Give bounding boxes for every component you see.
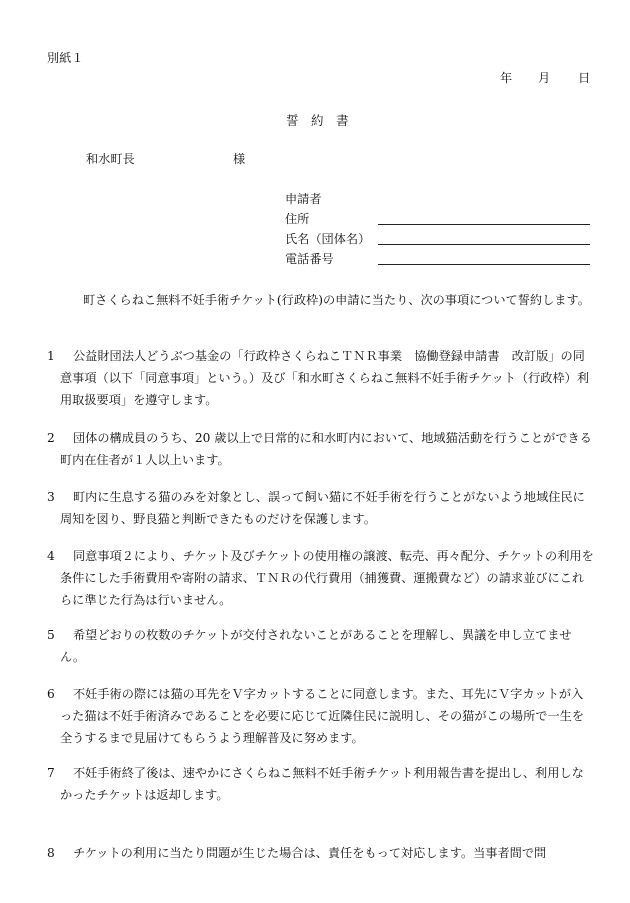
pledge-text: 希望どおりの枚数のチケットが交付されないことがあることを理解し、異議を申し立てません。 bbox=[60, 628, 572, 664]
pledge-number: 4 bbox=[47, 549, 55, 563]
name-label: 氏名（団体名） bbox=[285, 232, 371, 246]
phone-underline bbox=[378, 264, 590, 265]
pledge-text: 不妊手術の際には猫の耳先をＶ字カットすることに同意します。また、耳先にＶ字カットが入った猫は不妊手術済みであることを必要に応じて近隣住民に説明し、その猫がこの場所で一生を全うするまで見届けてもらうよう理解普及に努めます。 bbox=[60, 687, 585, 745]
pledge-number: 8 bbox=[47, 846, 55, 860]
document-title: 誓 約 書 bbox=[286, 113, 349, 128]
pledge-number: 7 bbox=[47, 766, 55, 780]
pledge-text: 団体の構成員のうち、20 歳以上で日常的に和水町内において、地域猫活動を行うことができる町内在住者が１人以上います。 bbox=[60, 431, 592, 467]
address-label: 住所 bbox=[285, 212, 310, 226]
applicant-heading: 申請者 bbox=[285, 192, 322, 206]
pledge-text: 不妊手術終了後は、速やかにさくらねこ無料不妊手術チケット利用報告書を提出し、利用しなかったチケットは返却します。 bbox=[60, 766, 584, 802]
name-underline bbox=[378, 244, 590, 245]
intro-paragraph: 町さくらねこ無料不妊手術チケット(行政枠)の申請に当たり、次の事項について誓約します。 bbox=[83, 293, 590, 307]
addressee-honorific: 様 bbox=[233, 152, 246, 166]
pledge-text: 同意事項２により、チケット及びチケットの使用権の譲渡、転売、再々配分、チケットの利用を条件にした手術費用や寄附の請求、ＴＮＲの代行費用（捕獲費、運搬費など）の請求並びにこれらに準じた行為は行いません。 bbox=[60, 549, 594, 607]
pledge-text: 公益財団法人どうぶつ基金の「行政枠さくらねこＴＮＲ事業 協働登録申請書 改訂版」の同意事項（以下「同意事項」という。）及び「和水町さくらねこ無料不妊手術チケット（行政枠）利用取扱要項」を遵守します。 bbox=[60, 349, 590, 407]
addressee-name: 和水町長 bbox=[86, 152, 135, 166]
attachment-label: 別紙１ bbox=[47, 51, 84, 65]
date-year: 年 bbox=[500, 71, 513, 85]
pledge-text: 町内に生息する猫のみを対象とし、誤って飼い猫に不妊手術を行うことがないよう地域住民に周知を図り、野良猫と判断できたものだけを保護します。 bbox=[60, 490, 585, 526]
pledge-text: チケットの利用に当たり問題が生じた場合は、責任をもって対応します。当事者間で問 bbox=[73, 846, 547, 860]
pledge-number: 3 bbox=[47, 490, 55, 504]
pledge-number: 6 bbox=[47, 687, 55, 701]
date-day: 日 bbox=[578, 71, 591, 85]
phone-label: 電話番号 bbox=[285, 252, 334, 266]
pledge-number: 5 bbox=[47, 628, 55, 642]
pledge-number: 1 bbox=[47, 349, 55, 363]
pledge-number: 2 bbox=[47, 431, 55, 445]
address-underline bbox=[378, 224, 590, 225]
date-month: 月 bbox=[538, 71, 551, 85]
